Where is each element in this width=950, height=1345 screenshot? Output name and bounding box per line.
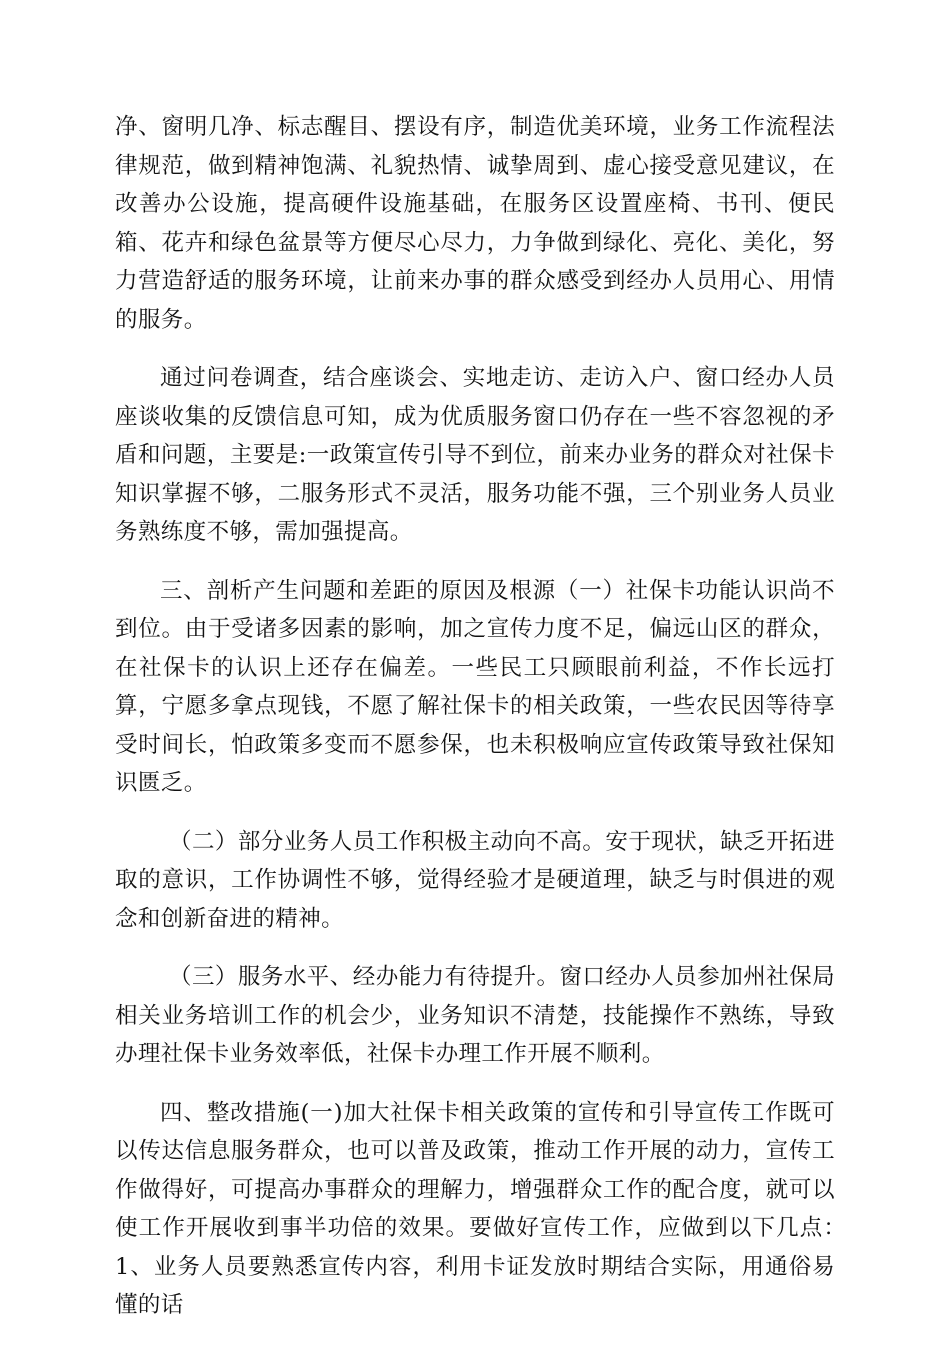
paragraph-staff-initiative: （二）部分业务人员工作积极主动向不高。安于现状，缺乏开拓进取的意识，工作协调性不够，觉得经验才是硬道理，缺乏与时俱进的观念和创新奋进的精神。: [115, 828, 835, 932]
document-body: [115, 108, 881, 1345]
paragraph-cause-analysis: 三、剖析产生问题和差距的原因及根源（一）社保卡功能认识尚不到位。由于受诸多因素的影响，加之宣传力度不足，偏远山区的群众，在社保卡的认识上还存在偏差。一些民工只顾眼前利益，不作长远打算，宁愿多拿点现钱，不愿了解社保卡的相关政策，一些农民因等待享受时间长，怕政策多变而不愿参保，也未积极响应宣传政策导致社保知识匮乏。: [115, 577, 835, 796]
paragraph-service-capability: （三）服务水平、经办能力有待提升。窗口经办人员参加州社保局相关业务培训工作的机会少，业务知识不清楚，技能操作不熟练，导致办理社保卡业务效率低，社保卡办理工作开展不顺利。: [115, 964, 835, 1067]
paragraph-survey-findings: 通过问卷调查，结合座谈会、实地走访、走访入户、窗口经办人员座谈收集的反馈信息可知，成为优质服务窗口仍存在一些不容忽视的矛盾和问题，主要是:一政策宣传引导不到位，前来办业务的群众对社保卡知识掌握不够，二服务形式不灵活，服务功能不强，三个别业务人员业务熟练度不够，需加强提高。: [115, 365, 835, 545]
paragraph-rectification-measures: 四、整改措施(一)加大社保卡相关政策的宣传和引导宣传工作既可以传达信息服务群众，也可以普及政策，推动工作开展的动力，宣传工作做得好，可提高办事群众的理解力，增强群众工作的配合度，就可以使工作开展收到事半功倍的效果。要做好宣传工作，应做到以下几点： 1、业务人员要熟悉宣传内容，利用卡证发放时期结合实际，用通俗易懂的话: [115, 1099, 881, 1318]
paragraph-service-environment: 净、窗明几净、标志醒目、摆设有序，制造优美环境，业务工作流程法律规范，做到精神饱满、礼貌热情、诚挚周到、虚心接受意见建议，在改善办公设施，提高硬件设施基础，在服务区设置座椅、书刊、便民箱、花卉和绿色盆景等方便尽心尽力，力争做到绿化、亮化、美化，努力营造舒适的服务环境，让前来办事的群众感受到经办人员用心、用情的服务。: [115, 114, 835, 333]
